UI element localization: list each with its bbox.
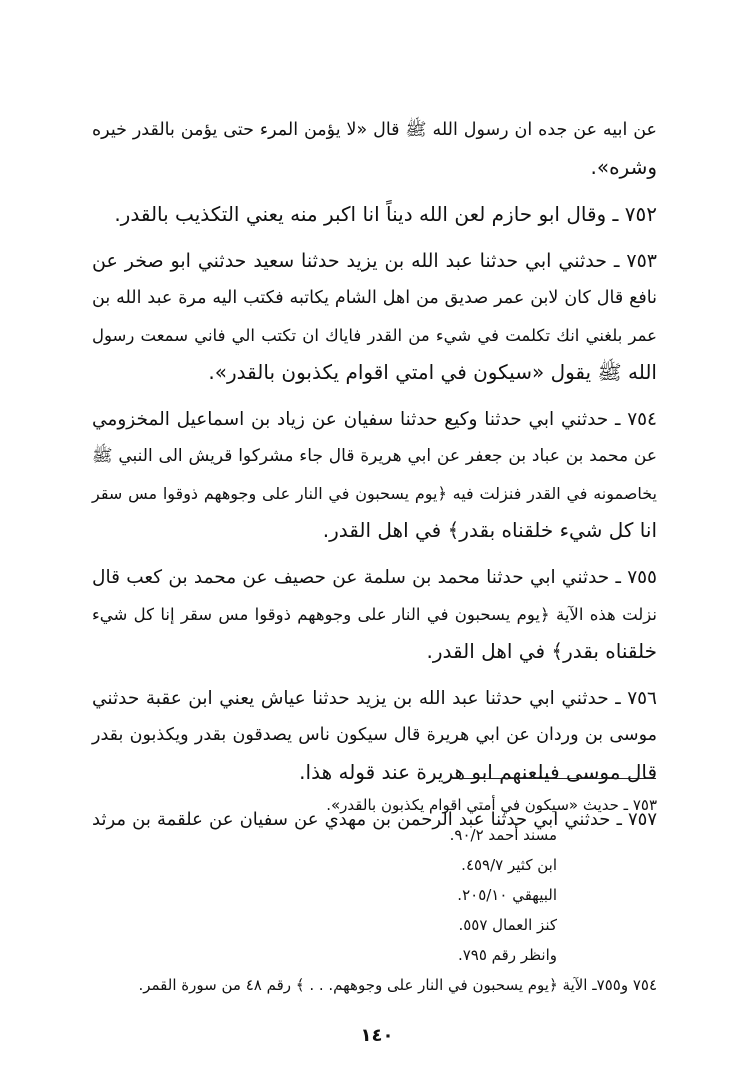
text-line: خلقناه بقدر﴾ في اهل القدر. bbox=[426, 639, 657, 663]
footnote-reference: ابن كثير ٤٥٩/٧. bbox=[461, 856, 557, 874]
footnotes bbox=[92, 790, 657, 1000]
text-line: قال موسى فيلعنهم ابو هريرة عند قوله هذا. bbox=[299, 760, 657, 784]
text-line: ٧٥٣ ـ حدثني ابي حدثنا عبد الله بن يزيد حدثنا سعيد حدثني ابو صخر عن bbox=[92, 250, 657, 272]
footnote-heading: ٧٥٣ ـ حديث «سيكون في أمتي اقوام يكذبون بالقدر». bbox=[326, 796, 657, 814]
text-line: عمر بلغني انك تكلمت في شيء من القدر فاياك ان تكتب الي فاني سمعت رسول bbox=[92, 326, 657, 345]
footnote-divider bbox=[456, 778, 656, 779]
text-line: موسى بن وردان عن ابي هريرة قال سيكون ناس يصدقون بقدر ويكذبون بقدر bbox=[92, 725, 657, 745]
paragraph-hadith-756 bbox=[92, 680, 657, 791]
text-line: وشره». bbox=[590, 155, 657, 179]
paragraph-hadith-752 bbox=[92, 196, 657, 233]
footnote-reference: مسند أحمد ٩٠/٢. bbox=[449, 826, 557, 844]
text-line: ٧٥٦ ـ حدثني ابي حدثنا عبد الله بن يزيد حدثنا عياش يعني ابن عقبة حدثني bbox=[92, 688, 657, 709]
text-line: ٧٥٧ ـ حدثني ابي حدثنا عبد الرحمن بن مهدي عن سفيان عن علقمة بن مرثد bbox=[92, 809, 657, 830]
text-line: ٧٥٥ ـ حدثني ابي حدثنا محمد بن سلمة عن حصيف عن محمد بن كعب قال bbox=[92, 567, 657, 588]
paragraph-hadith-751-end bbox=[92, 112, 657, 186]
text-line: عن ابيه عن جده ان رسول الله ﷺ قال «لا يؤمن المرء حتى يؤمن بالقدر خيره bbox=[92, 120, 657, 140]
paragraph-hadith-754 bbox=[92, 401, 657, 549]
text-line: انا كل شيء خلقناه بقدر﴾ في اهل القدر. bbox=[322, 518, 657, 542]
main-text bbox=[92, 112, 657, 848]
text-line: عن محمد بن عباد بن جعفر عن ابي هريرة قال جاء مشركوا قريش الى النبي ﷺ bbox=[92, 446, 657, 466]
text-line: الله ﷺ يقول «سيكون في امتي اقوام يكذبون بالقدر». bbox=[208, 360, 657, 384]
footnote-reference: وانظر رقم ٧٩٥. bbox=[457, 946, 557, 964]
page-number: ١٤٠ bbox=[360, 1025, 394, 1046]
text-line: يخاصمونه في القدر فنزلت فيه ﴿يوم يسحبون في النار على وجوههم ذوقوا مس سقر bbox=[92, 484, 657, 503]
paragraph-hadith-753 bbox=[92, 243, 657, 391]
footnote-reference: البيهقي ٢٠٥/١٠. bbox=[457, 886, 557, 904]
text-line: نافع قال كان لابن عمر صديق من اهل الشام يكاتبه فكتب اليه مرة عبد الله بن bbox=[92, 288, 657, 308]
text-line: ٧٥٤ ـ حدثني ابي حدثنا وكيع حدثنا سفيان عن زياد بن اسماعيل المخزومي bbox=[92, 409, 657, 430]
text-line: ٧٥٢ ـ وقال ابو حازم لعن الله ديناً انا اكبر منه يعني التكذيب بالقدر. bbox=[114, 202, 657, 226]
text-line: نزلت هذه الآية ﴿يوم يسحبون في النار على وجوههم ذوقوا مس سقر إنا كل شيء bbox=[92, 605, 657, 624]
footnote-reference: كنز العمال ٥٥٧. bbox=[458, 916, 557, 934]
paragraph-hadith-755 bbox=[92, 559, 657, 670]
footnote-verse-reference: ٧٥٤ و٧٥٥ـ الآية ﴿يوم يسحبون في النار على وجوههم. . . ﴾ رقم ٤٨ من سورة القمر. bbox=[138, 976, 657, 994]
